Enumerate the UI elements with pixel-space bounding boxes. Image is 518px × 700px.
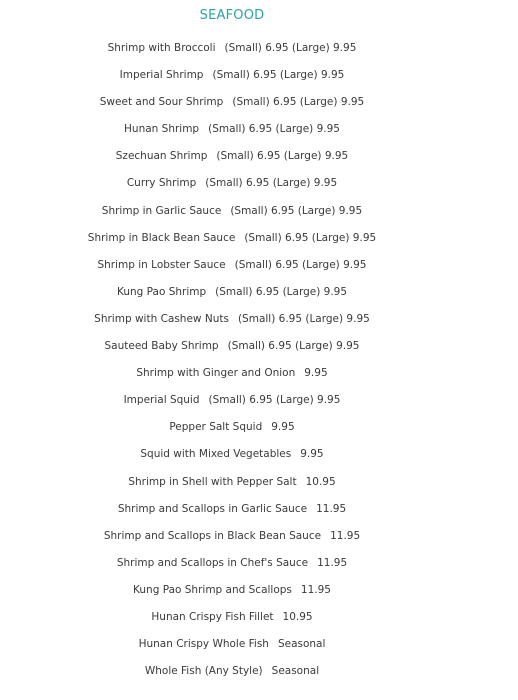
item-name: Shrimp and Scallops in Garlic Sauce: [117, 502, 308, 515]
item-price: (Small) 6.95 (Large) 9.95: [234, 258, 367, 271]
menu-item: [0, 92, 464, 119]
menu-item: [0, 363, 464, 390]
menu-item: [0, 119, 464, 146]
menu-item: [0, 228, 464, 255]
menu-item: [0, 255, 464, 282]
menu-item: [0, 607, 464, 634]
menu-item: [0, 444, 464, 471]
item-name: Pepper Salt Squid: [169, 421, 263, 434]
item-price: (Small) 6.95 (Large) 9.95: [224, 42, 357, 54]
menu-item: [0, 201, 464, 228]
item-price: 11.95: [330, 529, 361, 542]
item-price: (Small) 6.95 (Large) 9.95: [232, 96, 365, 109]
item-price: 10.95: [305, 475, 336, 488]
item-price: 9.95: [271, 421, 295, 434]
menu-item: [0, 65, 464, 92]
item-price: (Small) 6.95 (Large) 9.95: [208, 394, 341, 407]
menu-item: [0, 661, 464, 688]
item-name: Hunan Shrimp: [124, 123, 200, 136]
item-price: (Small) 6.95 (Large) 9.95: [230, 204, 363, 217]
item-name: Shrimp and Scallops in Chef's Sauce: [116, 556, 309, 569]
item-price: (Small) 6.95 (Large) 9.95: [227, 340, 360, 353]
item-price: 9.95: [300, 448, 324, 461]
menu-item: [0, 309, 464, 336]
section-title: SEAFOOD: [199, 8, 265, 23]
item-price: 9.95: [304, 367, 328, 380]
item-name: Shrimp and Scallops in Black Bean Sauce: [103, 529, 322, 542]
item-price: (Small) 6.95 (Large) 9.95: [216, 150, 349, 163]
item-price: Seasonal: [277, 638, 326, 651]
menu-item: [0, 553, 464, 580]
menu-item: [0, 472, 464, 499]
menu-item: [0, 499, 464, 526]
menu-item: [0, 173, 464, 200]
item-price: (Small) 6.95 (Large) 9.95: [205, 177, 338, 190]
item-price: 10.95: [282, 610, 313, 623]
item-name: Shrimp in Garlic Sauce: [101, 204, 222, 217]
item-name: Shrimp with Ginger and Onion: [136, 367, 296, 380]
item-price: 11.95: [317, 556, 348, 569]
item-price: (Small) 6.95 (Large) 9.95: [208, 123, 340, 136]
menu-item: [0, 390, 464, 417]
item-price: (Small) 6.95 (Large) 9.95: [215, 285, 348, 298]
menu-item: [0, 634, 464, 661]
item-price: (Small) 6.95 (Large) 9.95: [244, 231, 377, 244]
menu-item: [0, 526, 464, 553]
item-name: Squid with Mixed Vegetables: [140, 448, 292, 461]
item-name: Hunan Crispy Whole Fish: [138, 638, 269, 651]
menu-item: [0, 580, 464, 607]
menu-item: [0, 336, 464, 363]
menu-item: [0, 38, 464, 65]
item-name: Szechuan Shrimp: [115, 150, 208, 163]
item-price: 11.95: [300, 583, 331, 596]
item-name: Hunan Crispy Fish Fillet: [151, 610, 274, 623]
menu-item: [0, 417, 464, 444]
item-price: (Small) 6.95 (Large) 9.95: [212, 69, 345, 82]
item-name: Shrimp in Shell with Pepper Salt: [128, 475, 297, 488]
item-name: Kung Pao Shrimp: [116, 285, 207, 298]
item-price: (Small) 6.95 (Large) 9.95: [237, 312, 370, 325]
menu-item: [0, 146, 464, 173]
menu-item: [0, 282, 464, 309]
item-name: Imperial Shrimp: [119, 69, 204, 82]
item-name: Sweet and Sour Shrimp: [99, 96, 224, 109]
item-name: Curry Shrimp: [126, 177, 197, 190]
item-name: Shrimp with Broccoli: [107, 42, 216, 54]
item-name: Shrimp with Cashew Nuts: [94, 312, 229, 325]
item-price: Seasonal: [271, 665, 320, 678]
item-name: Whole Fish (Any Style): [144, 665, 263, 678]
item-name: Kung Pao Shrimp and Scallops: [133, 583, 292, 596]
item-name: Imperial Squid: [123, 394, 200, 407]
item-name: Shrimp in Lobster Sauce: [97, 258, 226, 271]
menu-item-list: [0, 38, 464, 688]
item-price: 11.95: [316, 502, 347, 515]
item-name: Shrimp in Black Bean Sauce: [87, 231, 236, 244]
item-name: Sauteed Baby Shrimp: [104, 340, 219, 353]
